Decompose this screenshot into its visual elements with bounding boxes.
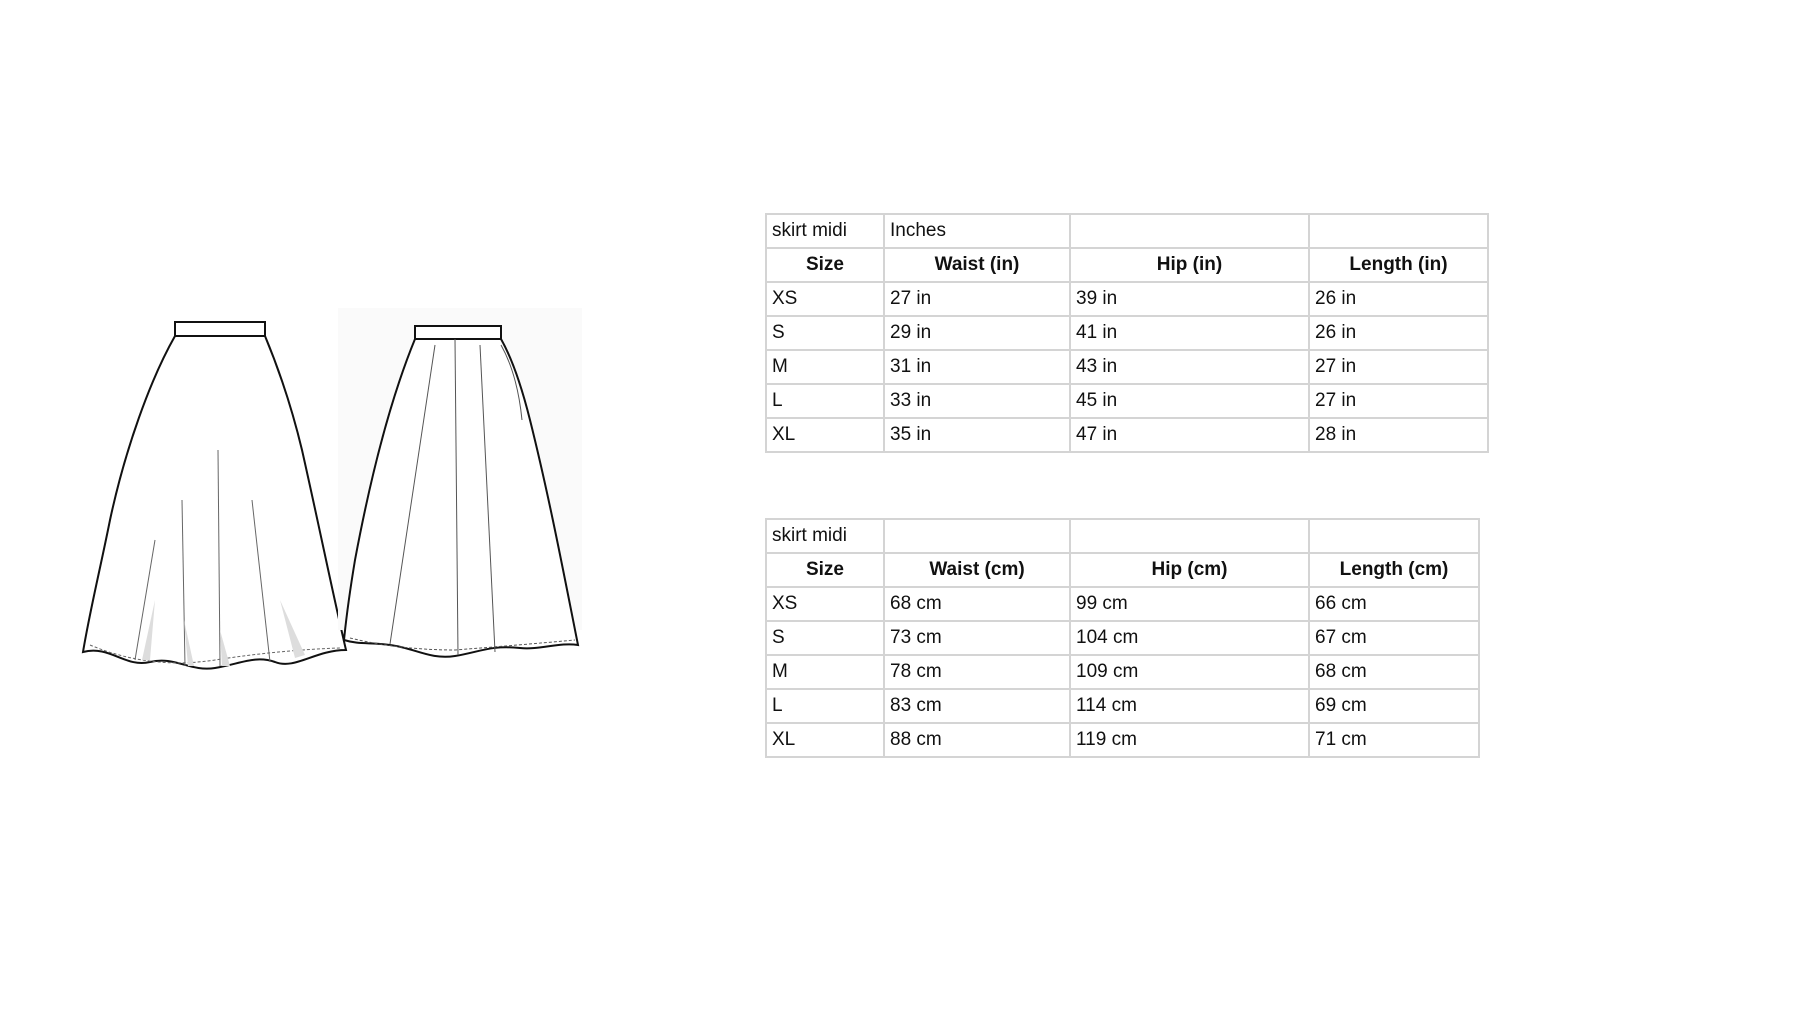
table-title-row [766,214,1488,248]
header-row [766,248,1488,282]
size-cell: S [766,621,884,655]
header-cell: Length (in) [1309,248,1488,282]
measurement-cell: 31 in [884,350,1070,384]
table-row [766,587,1479,621]
skirt-back-sketch [338,308,582,657]
header-cell: Length (cm) [1309,553,1479,587]
size-cell: L [766,689,884,723]
table-title-row [766,519,1479,553]
empty-cell [1309,519,1479,553]
header-cell: Hip (cm) [1070,553,1309,587]
empty-cell [1070,519,1309,553]
measurement-cell: 27 in [884,282,1070,316]
measurement-cell: 114 cm [1070,689,1309,723]
measurement-cell: 27 in [1309,384,1488,418]
header-cell: Size [766,248,884,282]
measurement-cell: 43 in [1070,350,1309,384]
table-row [766,350,1488,384]
measurement-cell: 67 cm [1309,621,1479,655]
measurement-cell: 66 cm [1309,587,1479,621]
measurement-cell: 119 cm [1070,723,1309,757]
empty-cell [1309,214,1488,248]
table-row [766,723,1479,757]
table-title: skirt midi [766,214,884,248]
size-cell: XL [766,723,884,757]
measurement-cell: 109 cm [1070,655,1309,689]
empty-cell [884,519,1070,553]
size-cell: L [766,384,884,418]
measurement-cell: 26 in [1309,282,1488,316]
table-row [766,384,1488,418]
table-row [766,689,1479,723]
measurement-cell: 47 in [1070,418,1309,452]
measurement-cell: 26 in [1309,316,1488,350]
table-title: skirt midi [766,519,884,553]
measurement-cell: 88 cm [884,723,1070,757]
size-table-inches [765,213,1489,453]
size-cell: S [766,316,884,350]
measurement-cell: 68 cm [884,587,1070,621]
measurement-cell: 104 cm [1070,621,1309,655]
measurement-cell: 41 in [1070,316,1309,350]
measurement-cell: 45 in [1070,384,1309,418]
measurement-cell: 83 cm [884,689,1070,723]
measurement-cell: 33 in [884,384,1070,418]
measurement-cell: 99 cm [1070,587,1309,621]
header-cell: Hip (in) [1070,248,1309,282]
skirt-sketches [70,300,650,680]
measurement-cell: 73 cm [884,621,1070,655]
measurement-cell: 28 in [1309,418,1488,452]
unit-label: Inches [884,214,1070,248]
measurement-cell: 68 cm [1309,655,1479,689]
measurement-cell: 69 cm [1309,689,1479,723]
skirt-front-sketch [83,322,346,669]
table-row [766,316,1488,350]
header-cell: Waist (in) [884,248,1070,282]
measurement-cell: 39 in [1070,282,1309,316]
size-cell: XL [766,418,884,452]
table-row [766,621,1479,655]
header-row [766,553,1479,587]
size-cell: XS [766,282,884,316]
table-row [766,282,1488,316]
size-cell: XS [766,587,884,621]
measurement-cell: 78 cm [884,655,1070,689]
header-cell: Waist (cm) [884,553,1070,587]
empty-cell [1070,214,1309,248]
measurement-cell: 35 in [884,418,1070,452]
size-table-cm [765,518,1480,758]
measurement-cell: 27 in [1309,350,1488,384]
measurement-cell: 29 in [884,316,1070,350]
table-row [766,655,1479,689]
measurement-cell: 71 cm [1309,723,1479,757]
size-cell: M [766,655,884,689]
table-row [766,418,1488,452]
size-cell: M [766,350,884,384]
header-cell: Size [766,553,884,587]
